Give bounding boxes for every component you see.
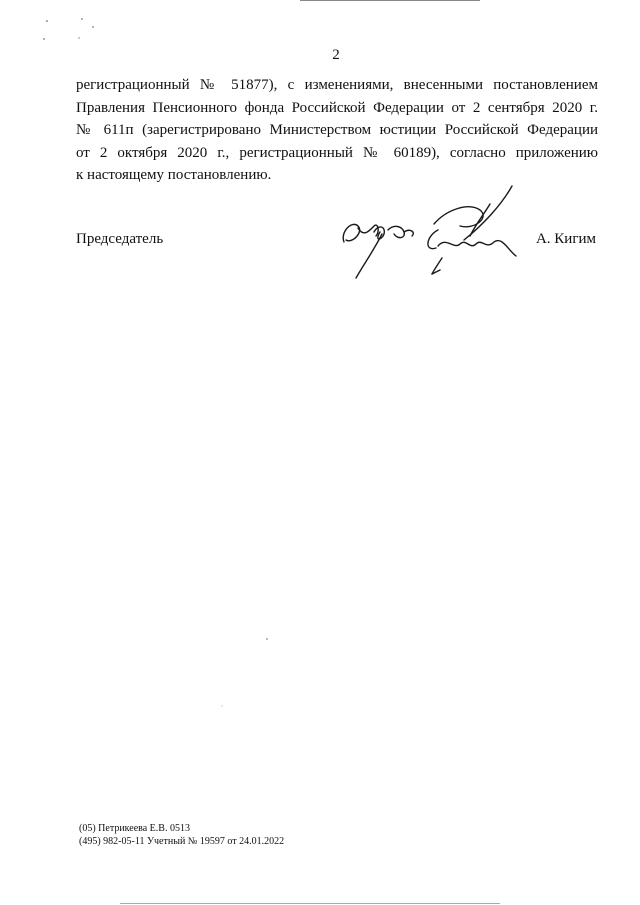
body-line: регистрационный № 51877), с изменениями, внесенными постановлением	[76, 77, 598, 93]
footer-registration-line: (495) 982-05-11 Учетный № 19597 от 24.01.2022	[79, 836, 285, 847]
handwritten-signature	[334, 180, 534, 290]
body-line: от 2 октября 2020 г., регистрационный № 60189), согласно приложению	[76, 144, 598, 161]
footer-executor-line: (05) Петрикеева Е.В. 0513	[79, 823, 190, 834]
document-footer	[79, 822, 284, 848]
body-line: № 611п (зарегистрировано Министерством юстиции Российской Федерации	[76, 122, 598, 138]
signatory-name: А. Кигим	[535, 231, 596, 247]
body-paragraph	[76, 74, 598, 187]
signatory-title: Председатель	[76, 231, 164, 247]
page-number: 2	[332, 47, 340, 63]
body-line: к настоящему постановлению.	[76, 167, 272, 183]
body-line: Правления Пенсионного фонда Российской Федерации от 2 сентября 2020 г.	[76, 99, 598, 116]
bottom-scan-rule	[120, 903, 500, 904]
top-scan-rule	[300, 0, 480, 1]
